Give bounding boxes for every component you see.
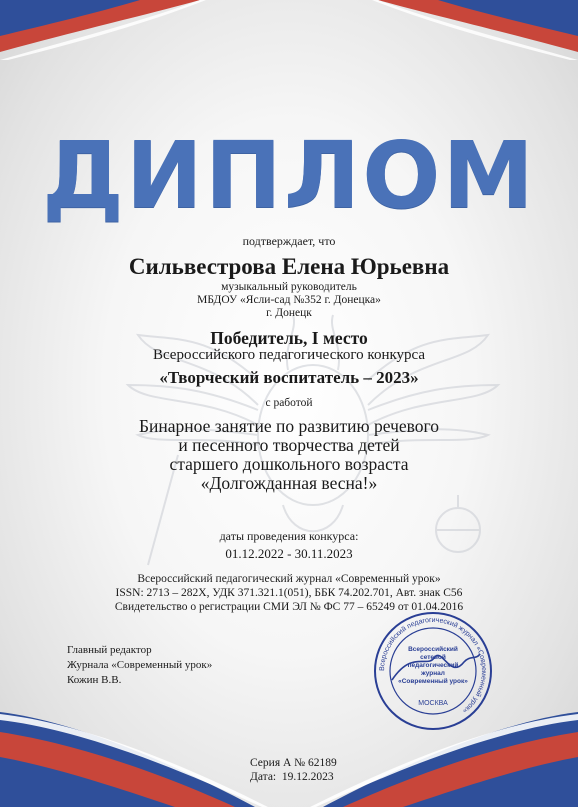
stamp-ring-text: Всероссийский педагогический журнал «Современный урок»	[378, 616, 488, 715]
work-title-line: и песенного творчества детей	[178, 435, 400, 455]
recipient-organization: МБДОУ «Ясли-сад №352 г. Донецка»	[197, 294, 381, 306]
editor-journal: Журнала «Современный урок»	[67, 659, 213, 671]
series-label: Серия А №	[250, 757, 306, 769]
contest-name: «Творческий воспитатель – 2023»	[159, 368, 419, 387]
work-title-line: старшего дошкольного возраста	[169, 454, 409, 474]
dates-range: 01.12.2022 - 30.11.2023	[225, 546, 353, 561]
editor-signature-block	[67, 643, 212, 688]
stamp-center-text: Всероссийский сетевой педагогический журнал «Современный урок»	[398, 646, 468, 685]
recipient-position: музыкальный руководитель	[221, 281, 357, 293]
work-title	[0, 417, 578, 493]
diploma-title: ДИПЛОМ	[41, 122, 537, 229]
work-title-line: Бинарное занятие по развитию речевого	[138, 416, 440, 436]
dates-label: даты проведения конкурса:	[219, 529, 359, 543]
recipient-city: г. Донецк	[266, 307, 312, 319]
date-label: Дата:	[250, 771, 277, 783]
issue-date: 19.12.2023	[281, 771, 334, 783]
top-wave-decoration	[0, 0, 578, 60]
confirms-text: подтверждает, что	[242, 234, 336, 248]
stamp-city: МОСКВА	[418, 700, 448, 707]
series-block	[250, 756, 337, 784]
work-title-line: «Долгожданная весна!»	[200, 473, 378, 493]
journal-registration: Свидетельство о регистрации СМИ ЭЛ № ФС 77 – 65249 от 01.04.2016	[114, 601, 464, 613]
series-number: 62189	[308, 757, 337, 769]
journal-issn: ISSN: 2713 – 282X, УДК 371.321.1(051), ББК 74.202.701, Авт. знак С56	[115, 587, 463, 599]
recipient-name: Сильвестрова Елена Юрьевна	[128, 254, 450, 279]
series-row	[250, 756, 337, 770]
recipient-details	[0, 281, 578, 320]
contest-type: Всероссийского педагогического конкурса	[152, 347, 426, 363]
editor-title: Главный редактор	[67, 644, 152, 656]
award-place: Победитель, I место	[210, 328, 368, 348]
date-row	[250, 770, 337, 784]
journal-name: Всероссийский педагогический журнал «Современный урок»	[137, 573, 441, 585]
journal-info	[0, 572, 578, 614]
editor-name: Кожин В.В.	[67, 674, 122, 686]
work-intro: с работой	[265, 397, 313, 409]
